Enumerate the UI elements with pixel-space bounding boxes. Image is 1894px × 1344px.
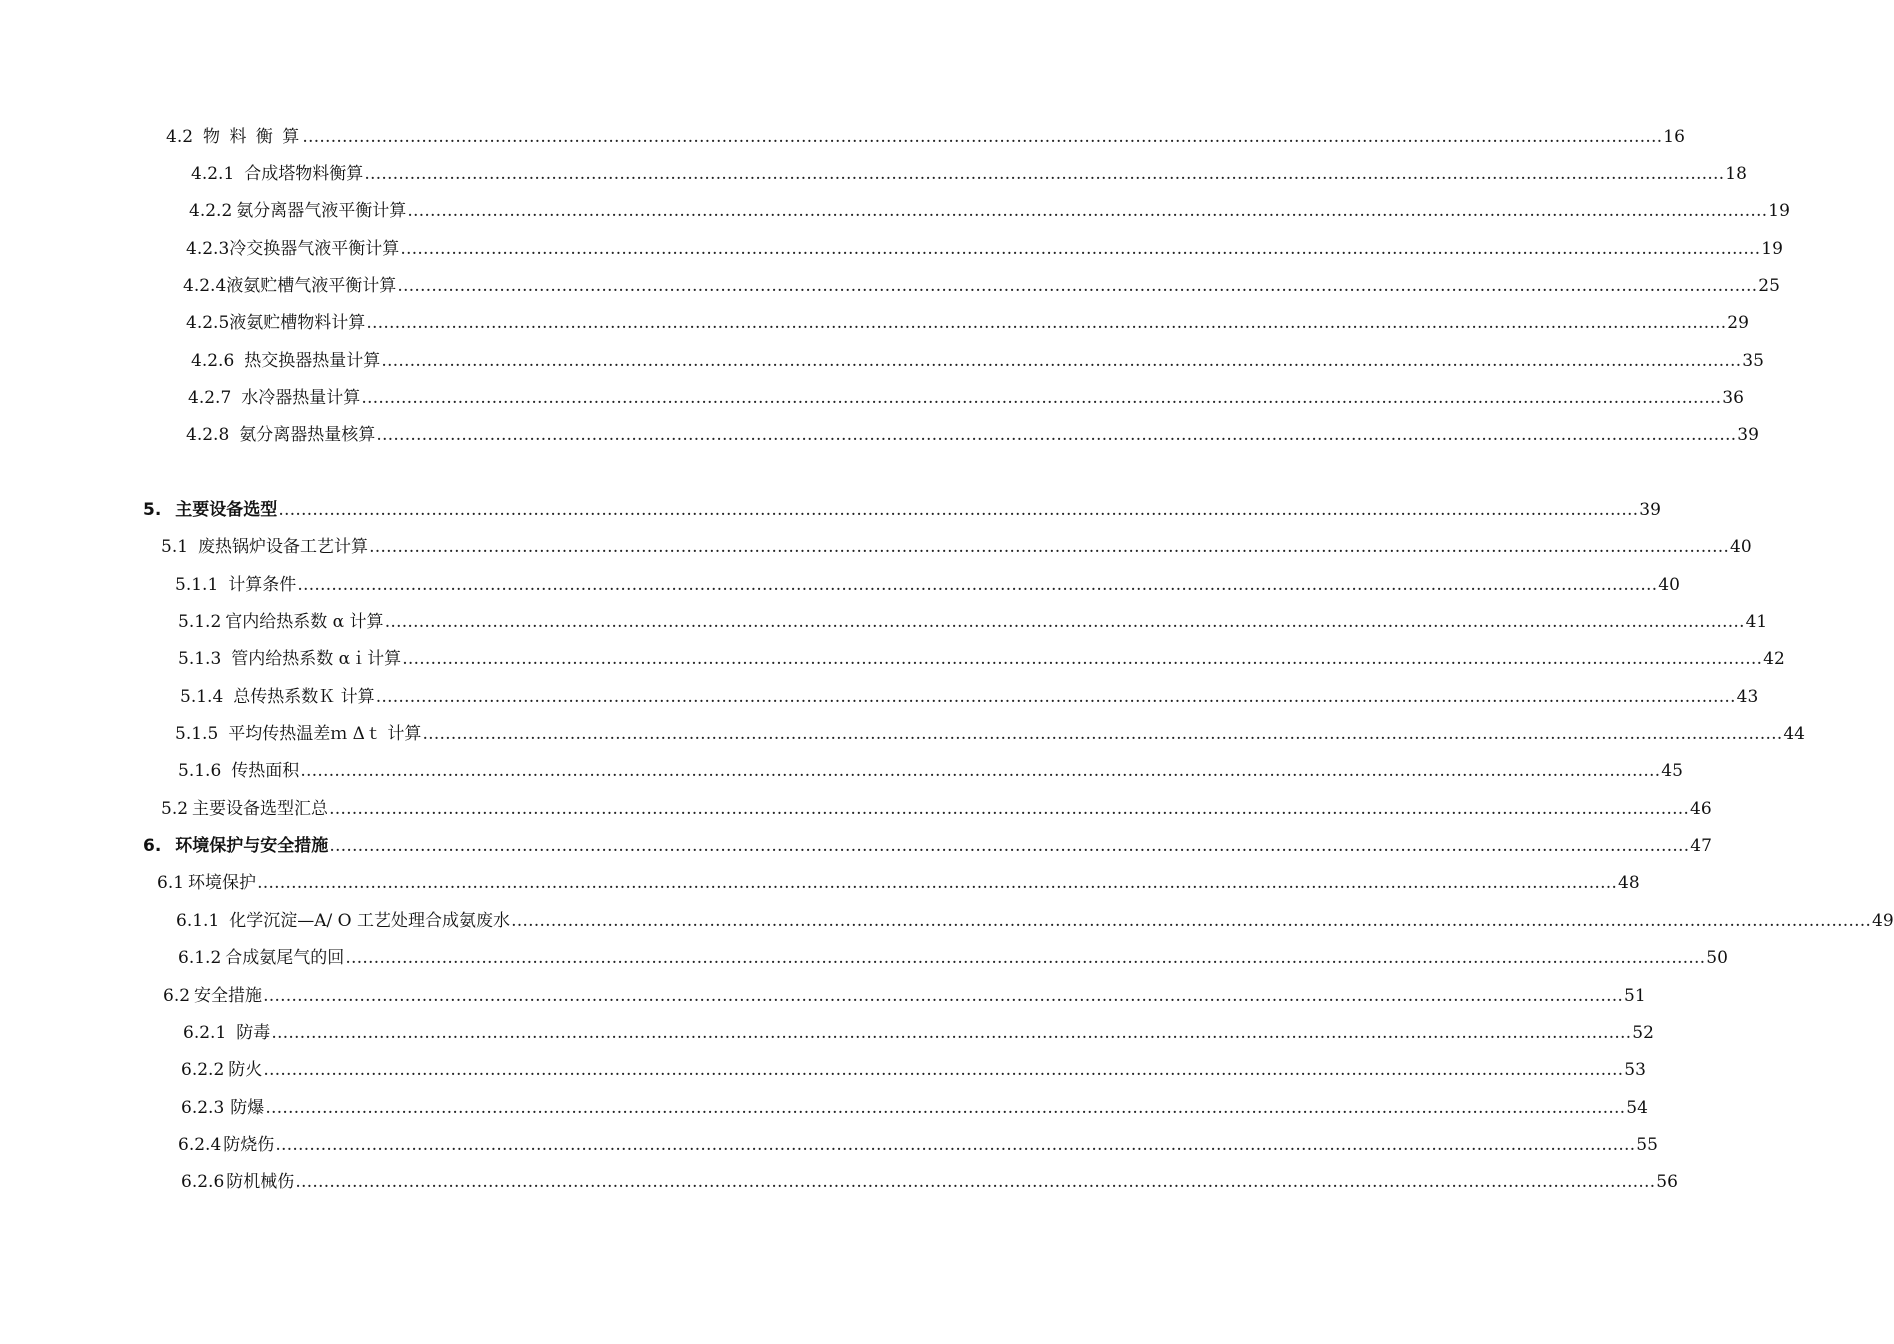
toc-entry-5-1-4 [180, 685, 1759, 709]
toc-number: 4.2.5 [186, 313, 230, 333]
toc-page-number: 50 [1706, 948, 1728, 968]
toc-title: 化学沉淀—A/ O 工艺处理合成氨废水 [229, 911, 511, 931]
toc-entry-6-1-2 [178, 946, 1728, 970]
toc-number: 5.1.3 [178, 649, 222, 669]
toc-page-number: 45 [1661, 761, 1683, 781]
dot-leader: …………………………………………………………………………………………………………………………………………………………………………………………………………………… [265, 1098, 1626, 1118]
toc-page-number: 55 [1636, 1135, 1658, 1155]
toc-page-number: 40 [1730, 537, 1752, 557]
toc-page-number: 36 [1722, 388, 1744, 408]
dot-leader: …………………………………………………………………………………………………………………………………………………………………………………………………………………… [364, 164, 1725, 184]
toc-number: 4.2.4 [183, 276, 227, 296]
toc-page-number: 52 [1632, 1023, 1654, 1043]
toc-number: 5. [143, 500, 162, 520]
toc-title: 防爆 [230, 1098, 265, 1118]
toc-entry-4-2 [166, 125, 1685, 149]
toc-entry-4-2-1 [191, 162, 1747, 186]
toc-entry-6-2-1 [183, 1021, 1654, 1045]
toc-entry-6-2-6 [181, 1170, 1678, 1194]
toc-title: 计算条件 [228, 575, 297, 595]
toc-entry-5-1-6 [178, 759, 1683, 783]
toc-entry-chapter-5 [143, 498, 1661, 522]
toc-page-number: 56 [1656, 1172, 1678, 1192]
toc-entry-6-2-2 [181, 1058, 1646, 1082]
toc-number: 6.2.6 [181, 1172, 225, 1192]
toc-page-number: 49 [1872, 911, 1894, 931]
toc-page-number: 47 [1690, 836, 1712, 856]
toc-entry-5-1-1 [175, 573, 1680, 597]
toc-number: 5.2 [161, 799, 189, 819]
toc-page-number: 42 [1763, 649, 1785, 669]
toc-page-number: 53 [1624, 1060, 1646, 1080]
toc-title: 废热锅炉设备工艺计算 [198, 537, 369, 557]
toc-number: 4.2.2 [189, 201, 233, 221]
toc-number: 5.1.5 [175, 724, 219, 744]
toc-title: 防火 [228, 1060, 263, 1080]
toc-title: 环境保护与安全措施 [175, 836, 329, 856]
dot-leader: …………………………………………………………………………………………………………………………………………………………………………………………………………………… [375, 687, 1736, 707]
toc-title: 官内给热系数 α 计算 [225, 612, 384, 632]
toc-title: 主要设备选型 [175, 500, 278, 520]
toc-entry-4-2-6 [191, 349, 1764, 373]
dot-leader: …………………………………………………………………………………………………………………………………………………………………………………………………………………… [263, 1060, 1624, 1080]
toc-page-number: 41 [1745, 612, 1768, 632]
toc-page-number: 35 [1742, 351, 1764, 371]
toc-number: 6.2.4 [178, 1135, 222, 1155]
toc-number: 5.1.4 [180, 687, 224, 707]
toc-page-number: 19 [1768, 201, 1790, 221]
dot-leader: …………………………………………………………………………………………………………………………………………………………………………………………………………………… [397, 276, 1758, 296]
toc-page-number: 19 [1761, 239, 1783, 259]
dot-leader: …………………………………………………………………………………………………………………………………………………………………………………………………………………… [345, 948, 1706, 968]
toc-page-number: 54 [1626, 1098, 1648, 1118]
dot-leader: …………………………………………………………………………………………………………………………………………………………………………………………………………………… [400, 239, 1761, 259]
dot-leader: …………………………………………………………………………………………………………………………………………………………………………………………………………………… [275, 1135, 1636, 1155]
toc-number: 5.1.1 [175, 575, 219, 595]
toc-title: 防烧伤 [223, 1135, 275, 1155]
dot-leader: …………………………………………………………………………………………………………………………………………………………………………………………………………………… [511, 911, 1872, 931]
toc-number: 6.2 [163, 986, 191, 1006]
toc-entry-6-1-1 [176, 909, 1894, 933]
toc-page-number: 39 [1737, 425, 1759, 445]
toc-page-number: 46 [1690, 799, 1712, 819]
toc-number: 6.1.1 [176, 911, 220, 931]
toc-entry-6-2-3 [181, 1096, 1648, 1120]
dot-leader: …………………………………………………………………………………………………………………………………………………………………………………………………………………… [257, 873, 1618, 893]
toc-number: 6. [143, 836, 162, 856]
toc-entry-5-1 [161, 535, 1752, 559]
toc-title: 氨分离器气液平衡计算 [236, 201, 407, 221]
toc-entry-4-2-3 [186, 237, 1783, 261]
toc-page-number: 40 [1658, 575, 1680, 595]
toc-number: 6.2.3 [181, 1098, 225, 1118]
toc-entry-5-1-2 [178, 610, 1768, 634]
toc-title: 总传热系数Ｋ 计算 [233, 687, 375, 707]
toc-title: 主要设备选型汇总 [192, 799, 329, 819]
toc-title: 合成塔物料衡算 [244, 164, 364, 184]
dot-leader: …………………………………………………………………………………………………………………………………………………………………………………………………………………… [407, 201, 1768, 221]
toc-page-number: 25 [1758, 276, 1780, 296]
toc-entry-4-2-8 [186, 423, 1759, 447]
dot-leader: …………………………………………………………………………………………………………………………………………………………………………………………………………………… [384, 612, 1745, 632]
toc-entry-6-1 [157, 871, 1640, 895]
toc-title: 平均传热温差ｍ Δｔ 计算 [228, 724, 422, 744]
toc-title: 氨分离器热量核算 [239, 425, 376, 445]
dot-leader: …………………………………………………………………………………………………………………………………………………………………………………………………………………… [422, 724, 1783, 744]
dot-leader: …………………………………………………………………………………………………………………………………………………………………………………………………………………… [366, 313, 1727, 333]
dot-leader: …………………………………………………………………………………………………………………………………………………………………………………………………………………… [271, 1023, 1632, 1043]
toc-number: 6.1 [157, 873, 185, 893]
dot-leader: …………………………………………………………………………………………………………………………………………………………………………………………………………………… [329, 836, 1690, 856]
toc-entry-5-1-5 [175, 722, 1805, 746]
toc-entry-6-2-4 [178, 1133, 1658, 1157]
toc-title: 合成氨尾气的回 [225, 948, 345, 968]
dot-leader: …………………………………………………………………………………………………………………………………………………………………………………………………………………… [361, 388, 1722, 408]
dot-leader: …………………………………………………………………………………………………………………………………………………………………………………………………………………… [376, 425, 1737, 445]
dot-leader: …………………………………………………………………………………………………………………………………………………………………………………………………………………… [295, 1172, 1656, 1192]
toc-entry-chapter-6 [143, 834, 1712, 858]
toc-number: 6.1.2 [178, 948, 222, 968]
toc-title: 管内给热系数 αｉ计算 [231, 649, 402, 669]
toc-number: 4.2.1 [191, 164, 235, 184]
dot-leader: …………………………………………………………………………………………………………………………………………………………………………………………………………………… [297, 575, 1658, 595]
toc-page-number: 29 [1727, 313, 1749, 333]
toc-title: 冷交换器气液平衡计算 [229, 239, 400, 259]
dot-leader: …………………………………………………………………………………………………………………………………………………………………………………………………………………… [369, 537, 1730, 557]
toc-entry-5-2 [161, 797, 1712, 821]
toc-entry-6-2 [163, 984, 1646, 1008]
toc-entry-4-2-4 [183, 274, 1780, 298]
toc-title: 液氨贮槽气液平衡计算 [226, 276, 397, 296]
toc-number: 5.1.6 [178, 761, 222, 781]
toc-title: 防机械伤 [226, 1172, 295, 1192]
toc-title: 安全措施 [194, 986, 263, 1006]
dot-leader: …………………………………………………………………………………………………………………………………………………………………………………………………………………… [402, 649, 1763, 669]
toc-number: 4.2.8 [186, 425, 230, 445]
toc-number: 4.2 [166, 127, 194, 147]
toc-number: 5.1 [161, 537, 189, 557]
toc-page-number: 18 [1725, 164, 1747, 184]
toc-page-number: 51 [1624, 986, 1646, 1006]
toc-page-number: 16 [1663, 127, 1685, 147]
toc-title: 防毒 [236, 1023, 271, 1043]
dot-leader: …………………………………………………………………………………………………………………………………………………………………………………………………………………… [300, 761, 1661, 781]
dot-leader: …………………………………………………………………………………………………………………………………………………………………………………………………………………… [302, 127, 1663, 147]
toc-title: 水冷器热量计算 [241, 388, 361, 408]
toc-number: 6.2.2 [181, 1060, 225, 1080]
toc-title: 环境保护 [188, 873, 257, 893]
dot-leader: …………………………………………………………………………………………………………………………………………………………………………………………………………………… [263, 986, 1624, 1006]
dot-leader: …………………………………………………………………………………………………………………………………………………………………………………………………………………… [381, 351, 1742, 371]
toc-title: 液氨贮槽物料计算 [229, 313, 366, 333]
toc-entry-5-1-3 [178, 647, 1785, 671]
toc-page-number: 48 [1618, 873, 1640, 893]
dot-leader: …………………………………………………………………………………………………………………………………………………………………………………………………………………… [329, 799, 1690, 819]
toc-title: 物 料 衡 算 [203, 127, 302, 147]
toc-entry-4-2-7 [188, 386, 1744, 410]
toc-title: 热交换器热量计算 [244, 351, 381, 371]
toc-number: 4.2.3 [186, 239, 230, 259]
toc-entry-4-2-5 [186, 311, 1749, 335]
toc-entry-4-2-2 [189, 199, 1790, 223]
toc-page-number: 43 [1736, 687, 1759, 707]
toc-title: 传热面积 [231, 761, 300, 781]
dot-leader: …………………………………………………………………………………………………………………………………………………………………………………………………………………… [278, 500, 1639, 520]
toc-number: 6.2.1 [183, 1023, 227, 1043]
toc-number: 4.2.7 [188, 388, 232, 408]
toc-page-number: 44 [1783, 724, 1805, 744]
toc-page-number: 39 [1639, 500, 1661, 520]
toc-number: 4.2.6 [191, 351, 235, 371]
toc-number: 5.1.2 [178, 612, 222, 632]
